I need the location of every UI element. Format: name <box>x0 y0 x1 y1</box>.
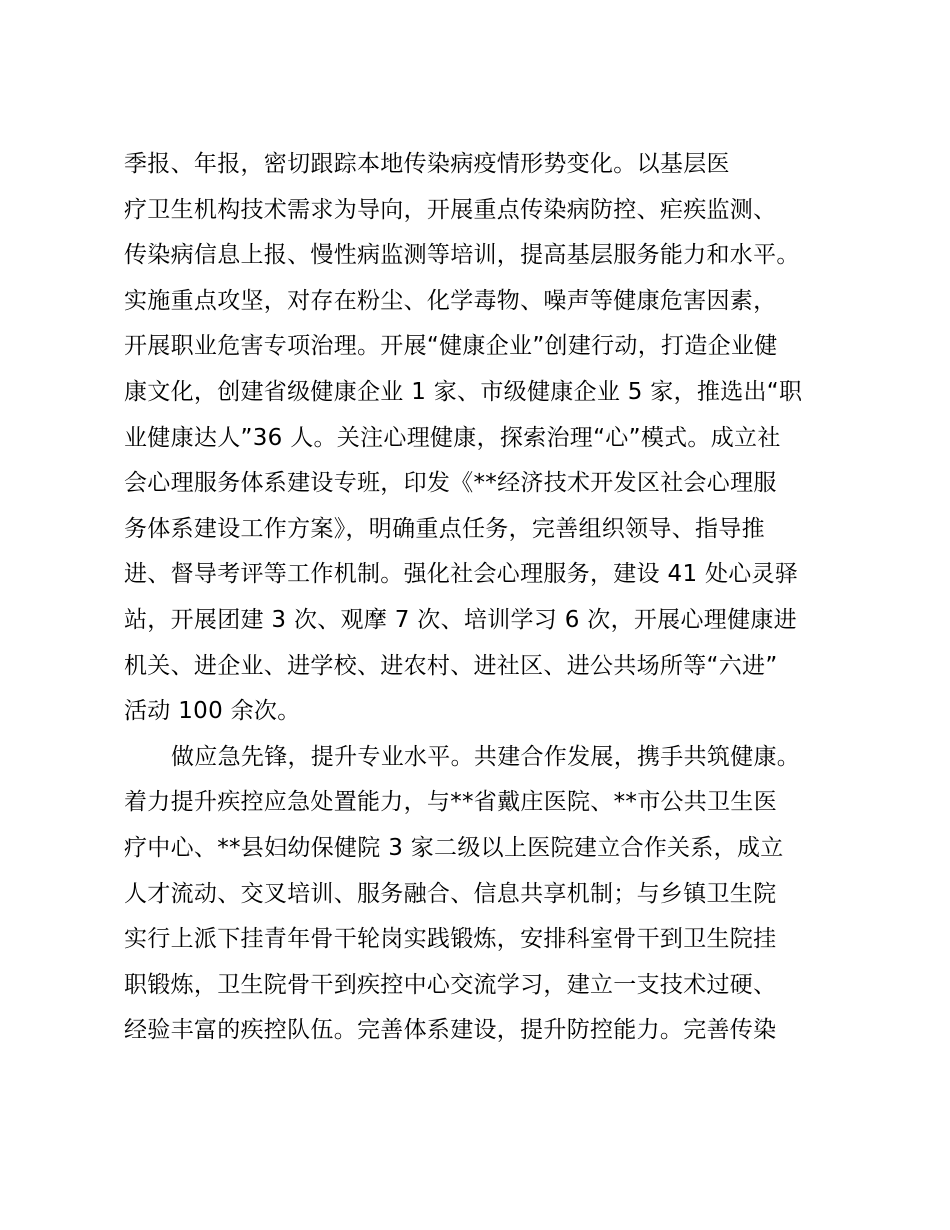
body-text <box>124 142 854 1054</box>
text-line: 务体系建设工作方案》，明确重点任务，完善组织领导、指导推 <box>124 515 765 542</box>
text-line: 职锻炼，卫生院骨干到疾控中心交流学习，建立一支技术过硬、 <box>124 971 777 998</box>
text-line: 会心理服务体系建设专班，印发《**经济技术开发区社会心理服 <box>124 470 777 497</box>
text-line: 人才流动、交叉培训、服务融合、信息共享机制；与乡镇卫生院 <box>124 880 777 907</box>
text-line: 开展职业危害专项治理。开展“健康企业”创建行动，打造企业健 <box>124 333 778 360</box>
text-line: 传染病信息上报、慢性病监测等培训，提高基层服务能力和水平。 <box>124 242 800 269</box>
text-line: 站，开展团建 3 次、观摩 7 次、培训学习 6 次，开展心理健康进 <box>124 606 797 633</box>
text-line: 业健康达人”36 人。关注心理健康，探索治理“心”模式。成立社 <box>124 424 781 451</box>
paragraph-heading-line: 做应急先锋，提升专业水平。共建合作发展，携手共筑健康。 <box>171 743 801 770</box>
text-line: 进、督导考评等工作机制。强化社会心理服务，建设 41 处心灵驿 <box>124 561 799 588</box>
text-line: 机关、进企业、进学校、进农村、进社区、进公共场所等“六进” <box>124 652 778 679</box>
text-line: 经验丰富的疾控队伍。完善体系建设，提升防控能力。完善传染 <box>124 1017 777 1044</box>
text-line: 康文化，创建省级健康企业 1 家、市级健康企业 5 家，推选出“职 <box>124 378 803 405</box>
text-line: 实行上派下挂青年骨干轮岗实践锻炼，安排科室骨干到卫生院挂 <box>124 926 777 953</box>
text-line: 着力提升疾控应急处置能力，与**省戴庄医院、**市公共卫生医 <box>124 789 777 816</box>
text-line: 活动 100 余次。 <box>124 698 301 725</box>
text-line: 疗中心、**县妇幼保健院 3 家二级以上医院建立合作关系，成立 <box>124 834 784 861</box>
text-line: 季报、年报，密切跟踪本地传染病疫情形势变化。以基层医 <box>124 151 730 177</box>
text-line: 疗卫生机构技术需求为导向，开展重点传染病防控、疟疾监测、 <box>124 196 777 223</box>
text-line: 实施重点攻坚，对存在粉尘、化学毒物、噪声等健康危害因素， <box>124 287 777 314</box>
